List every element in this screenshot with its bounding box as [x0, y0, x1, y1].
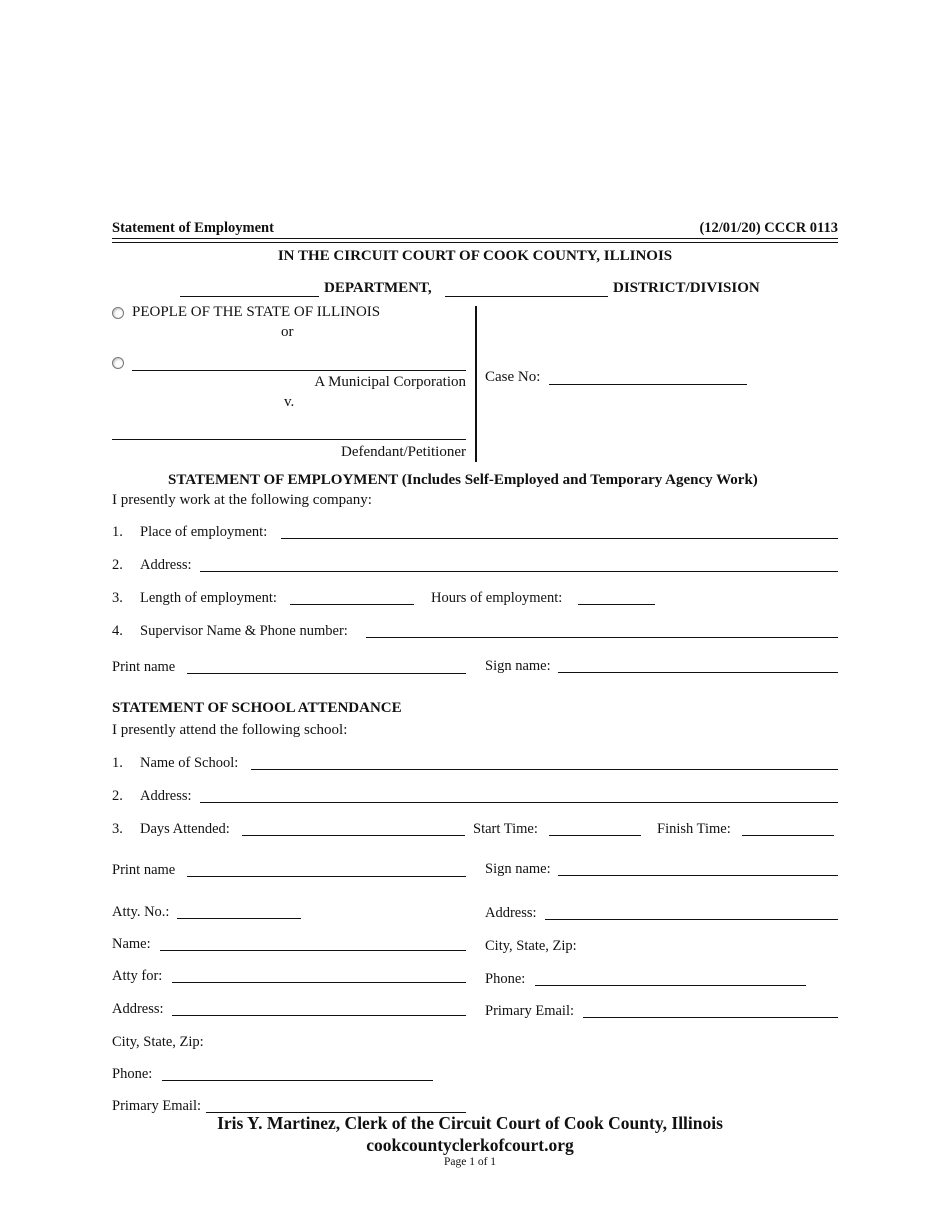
emp-item-4-num: 4. [112, 623, 123, 639]
school-finish-field[interactable] [742, 835, 834, 836]
people-radio[interactable] [112, 307, 124, 319]
emp-sign-name-field[interactable] [558, 672, 838, 673]
department-label: DEPARTMENT, [324, 280, 432, 296]
emp-item-1-num: 1. [112, 524, 123, 540]
case-no-field[interactable] [549, 384, 747, 385]
school-item-1-num: 1. [112, 755, 123, 771]
school-start-label: Start Time: [473, 821, 538, 837]
school-days-label: Days Attended: [140, 821, 230, 837]
court-title: IN THE CIRCUIT COURT OF COOK COUNTY, ILLINOIS [277, 248, 673, 264]
municipal-radio[interactable] [112, 357, 124, 369]
defendant-field[interactable] [112, 439, 466, 440]
people-option-label: PEOPLE OF THE STATE OF ILLINOIS [132, 304, 381, 320]
emp-print-name-label: Print name [112, 659, 176, 675]
school-heading: STATEMENT OF SCHOOL ATTENDANCE [112, 700, 402, 716]
case-no-label: Case No: [485, 369, 541, 385]
atty-name-field[interactable] [160, 950, 466, 951]
school-name-label: Name of School: [140, 755, 239, 771]
emp-item-3-num: 3. [112, 590, 123, 606]
emp-place-label: Place of employment: [140, 524, 268, 540]
school-days-field[interactable] [242, 835, 465, 836]
atty-phone-label: Phone: [112, 1066, 153, 1082]
atty-phone-field[interactable] [162, 1080, 433, 1081]
emp-hours-label: Hours of employment: [431, 590, 563, 606]
emp-print-name-field[interactable] [187, 673, 466, 674]
school-start-field[interactable] [549, 835, 641, 836]
form-code: (12/01/20) CCCR 0113 [699, 220, 838, 236]
emp-address-label: Address: [140, 557, 192, 573]
employment-intro: I presently work at the following company: [112, 492, 372, 508]
party-email-label: Primary Email: [485, 1003, 574, 1019]
atty-email-label: Primary Email: [112, 1098, 201, 1114]
school-address-label: Address: [140, 788, 192, 804]
district-field[interactable] [445, 296, 608, 297]
employment-heading: STATEMENT OF EMPLOYMENT (Includes Self-Employed and Temporary Agency Work) [168, 472, 758, 488]
school-name-field[interactable] [251, 769, 838, 770]
school-finish-label: Finish Time: [657, 821, 731, 837]
defendant-label: Defendant/Petitioner [341, 444, 466, 460]
emp-hours-field[interactable] [578, 604, 655, 605]
atty-name-label: Name: [112, 936, 151, 952]
party-phone-field[interactable] [535, 985, 806, 986]
atty-city-label: City, State, Zip: [112, 1034, 204, 1050]
school-print-name-label: Print name [112, 862, 176, 878]
emp-supervisor-field[interactable] [366, 637, 838, 638]
school-print-name-field[interactable] [187, 876, 466, 877]
school-intro: I presently attend the following school: [112, 722, 348, 738]
district-label: DISTRICT/DIVISION [613, 280, 760, 296]
form-title: Statement of Employment [112, 220, 274, 236]
school-item-3-num: 3. [112, 821, 123, 837]
atty-address-label: Address: [112, 1001, 164, 1017]
emp-length-field[interactable] [290, 604, 414, 605]
party-email-field[interactable] [583, 1017, 838, 1018]
page-number: Page 1 of 1 [443, 1156, 497, 1168]
school-sign-name-field[interactable] [558, 875, 838, 876]
emp-item-2-num: 2. [112, 557, 123, 573]
header-rule-bottom [112, 242, 838, 243]
or-label: or [281, 324, 294, 340]
emp-address-field[interactable] [200, 571, 838, 572]
emp-supervisor-label: Supervisor Name & Phone number: [140, 623, 348, 639]
atty-for-field[interactable] [172, 982, 466, 983]
atty-address-field[interactable] [172, 1015, 466, 1016]
emp-sign-name-label: Sign name: [485, 658, 551, 674]
emp-length-label: Length of employment: [140, 590, 277, 606]
party-address-field[interactable] [545, 919, 838, 920]
party-address-label: Address: [485, 905, 537, 921]
school-address-field[interactable] [200, 802, 838, 803]
emp-place-field[interactable] [281, 538, 838, 539]
header-rule-top [112, 238, 838, 239]
school-item-2-num: 2. [112, 788, 123, 804]
atty-for-label: Atty for: [112, 968, 163, 984]
party-phone-label: Phone: [485, 971, 526, 987]
caption-divider [475, 306, 477, 462]
municipal-name-field[interactable] [132, 370, 466, 371]
clerk-website: cookcountyclerkofcourt.org [366, 1135, 574, 1155]
atty-no-label: Atty. No.: [112, 904, 170, 920]
versus-label: v. [284, 394, 295, 410]
department-field[interactable] [180, 296, 319, 297]
school-sign-name-label: Sign name: [485, 861, 551, 877]
atty-no-field[interactable] [177, 918, 301, 919]
party-city-label: City, State, Zip: [485, 938, 577, 954]
clerk-name: Iris Y. Martinez, Clerk of the Circuit Court of Cook County, Illinois [217, 1113, 723, 1133]
municipal-label: A Municipal Corporation [314, 374, 466, 390]
